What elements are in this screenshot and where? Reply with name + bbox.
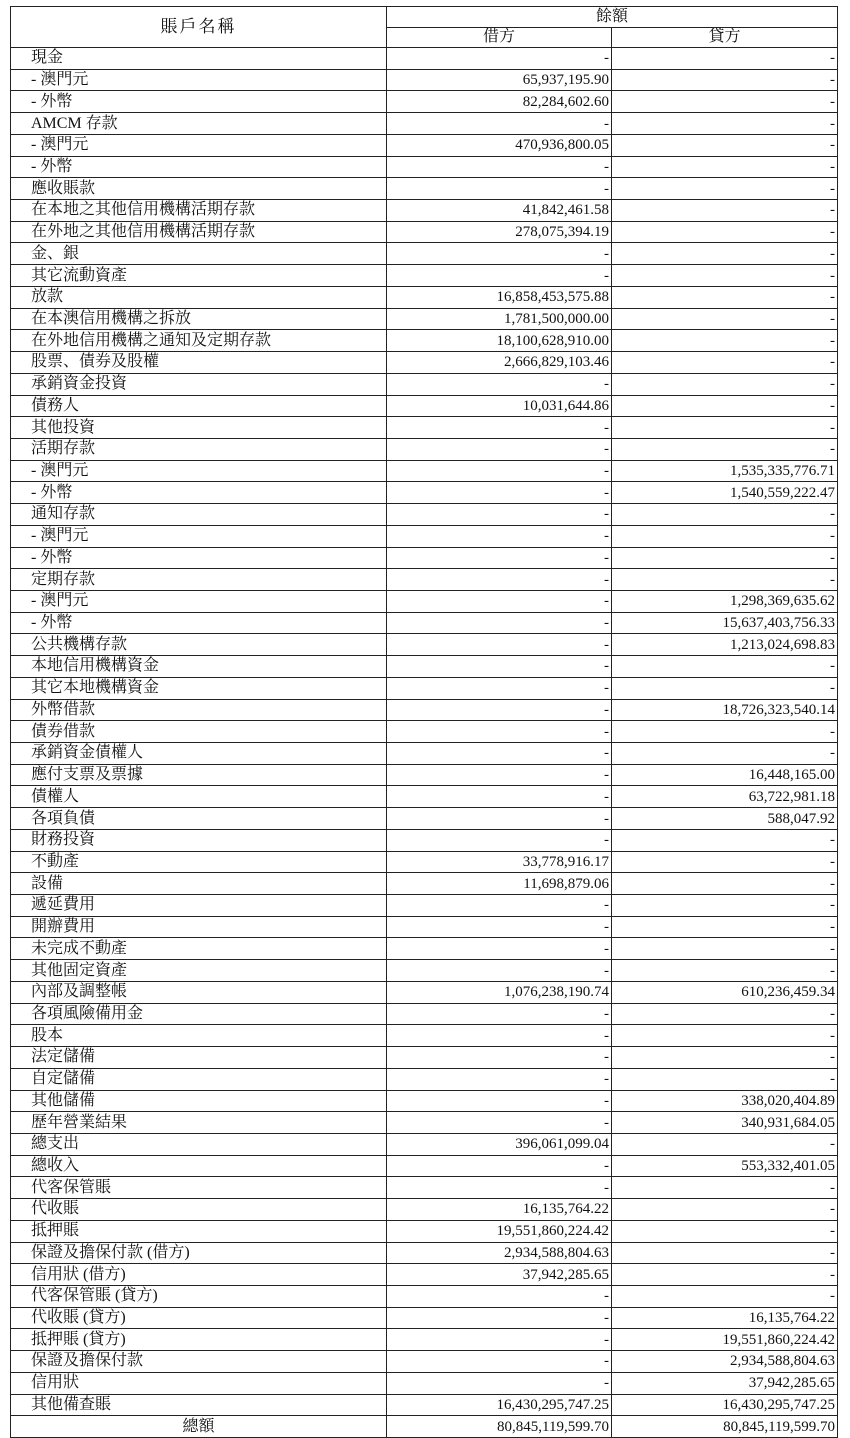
table-body	[11, 48, 838, 1416]
table-row	[11, 1285, 838, 1307]
credit-cell: 338,020,404.89	[612, 1090, 838, 1112]
total-label: 總額	[11, 1416, 387, 1438]
account-name-cell: 在外地之其他信用機構活期存款	[11, 221, 387, 243]
table-row	[11, 525, 838, 547]
table-row	[11, 873, 838, 895]
credit-cell: -	[612, 1285, 838, 1307]
table-row	[11, 938, 838, 960]
account-name-cell: 放款	[11, 286, 387, 308]
credit-cell: 19,551,860,224.42	[612, 1329, 838, 1351]
debit-cell: -	[387, 482, 612, 504]
debit-cell: -	[387, 829, 612, 851]
debit-cell: 470,936,800.05	[387, 134, 612, 156]
account-name-cell: 承銷資金債權人	[11, 743, 387, 765]
debit-cell: -	[387, 113, 612, 135]
credit-cell: -	[612, 1220, 838, 1242]
table-row	[11, 569, 838, 591]
debit-cell: -	[387, 1351, 612, 1373]
table-row	[11, 547, 838, 569]
account-name-cell: 財務投資	[11, 829, 387, 851]
table-row	[11, 1351, 838, 1373]
table-row	[11, 1177, 838, 1199]
account-name-cell: - 澳門元	[11, 134, 387, 156]
table-row	[11, 1112, 838, 1134]
credit-cell: -	[612, 113, 838, 135]
table-row	[11, 1242, 838, 1264]
table-row	[11, 851, 838, 873]
credit-cell: 340,931,684.05	[612, 1112, 838, 1134]
table-row	[11, 200, 838, 222]
debit-cell: -	[387, 547, 612, 569]
account-name-cell: 公共機構存款	[11, 634, 387, 656]
debit-cell: 10,031,644.86	[387, 395, 612, 417]
debit-cell: -	[387, 764, 612, 786]
credit-cell: -	[612, 1047, 838, 1069]
table-row	[11, 1329, 838, 1351]
table-row	[11, 960, 838, 982]
table-row	[11, 178, 838, 200]
account-name-cell: 本地信用機構資金	[11, 656, 387, 678]
account-name-cell: 內部及調整帳	[11, 981, 387, 1003]
table-row	[11, 395, 838, 417]
table-row	[11, 612, 838, 634]
credit-cell: -	[612, 504, 838, 526]
credit-cell: -	[612, 547, 838, 569]
debit-cell: 41,842,461.58	[387, 200, 612, 222]
table-row	[11, 808, 838, 830]
account-name-cell: 各項負債	[11, 808, 387, 830]
debit-cell: -	[387, 1155, 612, 1177]
credit-cell: 610,236,459.34	[612, 981, 838, 1003]
account-name-cell: 債券借款	[11, 721, 387, 743]
table-row	[11, 1003, 838, 1025]
debit-cell: -	[387, 417, 612, 439]
table-row	[11, 895, 838, 917]
credit-cell: -	[612, 1068, 838, 1090]
account-name-cell: - 外幣	[11, 156, 387, 178]
credit-cell: -	[612, 569, 838, 591]
debit-cell: 37,942,285.65	[387, 1264, 612, 1286]
table-row	[11, 764, 838, 786]
debit-cell: 2,934,588,804.63	[387, 1242, 612, 1264]
table-row	[11, 656, 838, 678]
debit-cell: -	[387, 634, 612, 656]
table-row	[11, 243, 838, 265]
table-row	[11, 286, 838, 308]
account-name-cell: 不動產	[11, 851, 387, 873]
credit-cell: -	[612, 308, 838, 330]
credit-cell: -	[612, 200, 838, 222]
table-row	[11, 113, 838, 135]
debit-cell: 33,778,916.17	[387, 851, 612, 873]
debit-cell: -	[387, 1025, 612, 1047]
account-name-cell: 歷年營業結果	[11, 1112, 387, 1134]
account-name-cell: 通知存款	[11, 504, 387, 526]
debit-cell: -	[387, 677, 612, 699]
debit-cell: -	[387, 1112, 612, 1134]
table-row	[11, 221, 838, 243]
account-name-cell: 外幣借款	[11, 699, 387, 721]
credit-cell: -	[612, 525, 838, 547]
debit-cell: -	[387, 1329, 612, 1351]
account-name-cell: 應收賬款	[11, 178, 387, 200]
credit-cell: -	[612, 1264, 838, 1286]
credit-cell: -	[612, 1242, 838, 1264]
credit-cell: -	[612, 1003, 838, 1025]
account-name-cell: 其他備查賬	[11, 1394, 387, 1416]
debit-cell: -	[387, 1372, 612, 1394]
table-row	[11, 460, 838, 482]
credit-cell: -	[612, 656, 838, 678]
table-row	[11, 438, 838, 460]
debit-cell: -	[387, 960, 612, 982]
debit-cell: 1,076,238,190.74	[387, 981, 612, 1003]
account-name-cell: - 澳門元	[11, 69, 387, 91]
debit-cell: 16,430,295,747.25	[387, 1394, 612, 1416]
credit-cell: -	[612, 48, 838, 70]
debit-cell: -	[387, 1090, 612, 1112]
account-name-cell: 總支出	[11, 1133, 387, 1155]
debit-cell: -	[387, 808, 612, 830]
account-name-cell: 保證及擔保付款 (借方)	[11, 1242, 387, 1264]
debit-cell: -	[387, 1003, 612, 1025]
account-name-cell: 現金	[11, 48, 387, 70]
account-name-cell: 其他投資	[11, 417, 387, 439]
table-row	[11, 634, 838, 656]
credit-cell: 588,047.92	[612, 808, 838, 830]
debit-cell: 19,551,860,224.42	[387, 1220, 612, 1242]
table-row	[11, 1199, 838, 1221]
table-row	[11, 829, 838, 851]
trial-balance-table	[10, 6, 838, 1438]
table-row	[11, 699, 838, 721]
account-name-cell: - 澳門元	[11, 525, 387, 547]
credit-cell: -	[612, 851, 838, 873]
balance-header: 餘額	[387, 7, 838, 28]
account-name-cell: 開辦費用	[11, 916, 387, 938]
debit-cell: -	[387, 460, 612, 482]
table-row	[11, 330, 838, 352]
table-row	[11, 91, 838, 113]
credit-cell: -	[612, 916, 838, 938]
table-row	[11, 1264, 838, 1286]
account-name-cell: 遞延費用	[11, 895, 387, 917]
account-name-cell: AMCM 存款	[11, 113, 387, 135]
account-name-cell: 信用狀 (借方)	[11, 1264, 387, 1286]
credit-cell: -	[612, 221, 838, 243]
table-row	[11, 373, 838, 395]
credit-cell: 16,135,764.22	[612, 1307, 838, 1329]
credit-cell: -	[612, 829, 838, 851]
debit-cell: 16,858,453,575.88	[387, 286, 612, 308]
credit-cell: 37,942,285.65	[612, 1372, 838, 1394]
account-name-cell: - 外幣	[11, 91, 387, 113]
table-row	[11, 308, 838, 330]
debit-cell: -	[387, 743, 612, 765]
debit-cell: -	[387, 938, 612, 960]
credit-cell: 18,726,323,540.14	[612, 699, 838, 721]
credit-cell: 16,448,165.00	[612, 764, 838, 786]
account-name-cell: 自定儲備	[11, 1068, 387, 1090]
debit-cell: -	[387, 265, 612, 287]
debit-cell: -	[387, 1285, 612, 1307]
account-name-cell: 債權人	[11, 786, 387, 808]
credit-cell: -	[612, 1025, 838, 1047]
account-name-cell: 承銷資金投資	[11, 373, 387, 395]
account-name-cell: 定期存款	[11, 569, 387, 591]
account-name-cell: 信用狀	[11, 1372, 387, 1394]
credit-cell: 2,934,588,804.63	[612, 1351, 838, 1373]
account-name-cell: - 澳門元	[11, 590, 387, 612]
account-name-cell: 在本地之其他信用機構活期存款	[11, 200, 387, 222]
credit-cell: -	[612, 721, 838, 743]
credit-cell: -	[612, 743, 838, 765]
account-name-cell: 抵押賬	[11, 1220, 387, 1242]
debit-cell: -	[387, 916, 612, 938]
table-row	[11, 1372, 838, 1394]
debit-cell: -	[387, 786, 612, 808]
credit-cell: 1,540,559,222.47	[612, 482, 838, 504]
account-name-cell: 代客保管賬 (貸方)	[11, 1285, 387, 1307]
credit-cell: -	[612, 265, 838, 287]
account-name-cell: 其它流動資產	[11, 265, 387, 287]
credit-cell: -	[612, 178, 838, 200]
debit-cell: -	[387, 1047, 612, 1069]
credit-cell: -	[612, 156, 838, 178]
account-name-cell: 抵押賬 (貸方)	[11, 1329, 387, 1351]
debit-cell: -	[387, 243, 612, 265]
table-row	[11, 1307, 838, 1329]
debit-cell: 11,698,879.06	[387, 873, 612, 895]
table-row	[11, 1155, 838, 1177]
account-name-cell: 法定儲備	[11, 1047, 387, 1069]
credit-cell: -	[612, 873, 838, 895]
debit-cell: -	[387, 590, 612, 612]
account-name-cell: 其他固定資產	[11, 960, 387, 982]
credit-cell: -	[612, 938, 838, 960]
account-name-cell: 股票、債券及股權	[11, 352, 387, 374]
table-row	[11, 721, 838, 743]
account-name-cell: 股本	[11, 1025, 387, 1047]
table-row	[11, 1047, 838, 1069]
debit-cell: -	[387, 721, 612, 743]
credit-cell: -	[612, 243, 838, 265]
debit-cell: -	[387, 48, 612, 70]
table-row	[11, 786, 838, 808]
account-name-cell: 其他儲備	[11, 1090, 387, 1112]
credit-cell: -	[612, 134, 838, 156]
credit-cell: -	[612, 960, 838, 982]
account-name-cell: 各項風險備用金	[11, 1003, 387, 1025]
account-name-cell: 債務人	[11, 395, 387, 417]
credit-cell: 553,332,401.05	[612, 1155, 838, 1177]
account-name-cell: 應付支票及票據	[11, 764, 387, 786]
debit-cell: -	[387, 1177, 612, 1199]
credit-cell: -	[612, 417, 838, 439]
trial-balance-sheet	[10, 6, 837, 1438]
table-row	[11, 48, 838, 70]
debit-cell: -	[387, 525, 612, 547]
account-name-cell: - 外幣	[11, 612, 387, 634]
total-debit: 80,845,119,599.70	[387, 1416, 612, 1438]
debit-cell: -	[387, 504, 612, 526]
credit-cell: 1,213,024,698.83	[612, 634, 838, 656]
table-row	[11, 134, 838, 156]
debit-cell: 1,781,500,000.00	[387, 308, 612, 330]
credit-cell: -	[612, 1199, 838, 1221]
account-name-cell: - 外幣	[11, 482, 387, 504]
debit-cell: -	[387, 656, 612, 678]
account-name-cell: - 澳門元	[11, 460, 387, 482]
total-credit: 80,845,119,599.70	[612, 1416, 838, 1438]
table-row	[11, 743, 838, 765]
credit-cell: 1,535,335,776.71	[612, 460, 838, 482]
credit-cell: 1,298,369,635.62	[612, 590, 838, 612]
debit-cell: 2,666,829,103.46	[387, 352, 612, 374]
table-row	[11, 482, 838, 504]
table-row	[11, 69, 838, 91]
table-row	[11, 352, 838, 374]
account-name-cell: 在外地信用機構之通知及定期存款	[11, 330, 387, 352]
credit-cell: -	[612, 438, 838, 460]
debit-header: 借方	[387, 27, 612, 48]
debit-cell: -	[387, 156, 612, 178]
account-name-cell: 活期存款	[11, 438, 387, 460]
table-row	[11, 981, 838, 1003]
credit-cell: 63,722,981.18	[612, 786, 838, 808]
credit-cell: 15,637,403,756.33	[612, 612, 838, 634]
account-name-cell: 金、銀	[11, 243, 387, 265]
table-row	[11, 417, 838, 439]
debit-cell: 18,100,628,910.00	[387, 330, 612, 352]
debit-cell: -	[387, 569, 612, 591]
account-name-cell: - 外幣	[11, 547, 387, 569]
credit-cell: -	[612, 373, 838, 395]
credit-header: 貸方	[612, 27, 838, 48]
total-row	[11, 1416, 838, 1438]
table-row	[11, 1394, 838, 1416]
debit-cell: 82,284,602.60	[387, 91, 612, 113]
debit-cell: -	[387, 438, 612, 460]
table-row	[11, 1133, 838, 1155]
debit-cell: -	[387, 612, 612, 634]
credit-cell: -	[612, 91, 838, 113]
debit-cell: 16,135,764.22	[387, 1199, 612, 1221]
debit-cell: -	[387, 1307, 612, 1329]
table-row	[11, 265, 838, 287]
credit-cell: -	[612, 286, 838, 308]
debit-cell: -	[387, 895, 612, 917]
table-row	[11, 590, 838, 612]
credit-cell: 16,430,295,747.25	[612, 1394, 838, 1416]
account-name-header: 賬戶名稱	[11, 7, 387, 48]
credit-cell: -	[612, 1133, 838, 1155]
credit-cell: -	[612, 69, 838, 91]
account-name-cell: 其它本地機構資金	[11, 677, 387, 699]
table-row	[11, 156, 838, 178]
debit-cell: -	[387, 699, 612, 721]
credit-cell: -	[612, 677, 838, 699]
account-name-cell: 在本澳信用機構之拆放	[11, 308, 387, 330]
table-row	[11, 1068, 838, 1090]
debit-cell: 278,075,394.19	[387, 221, 612, 243]
account-name-cell: 設備	[11, 873, 387, 895]
debit-cell: -	[387, 373, 612, 395]
table-row	[11, 916, 838, 938]
account-name-cell: 代收賬	[11, 1199, 387, 1221]
table-row	[11, 1025, 838, 1047]
account-name-cell: 總收入	[11, 1155, 387, 1177]
credit-cell: -	[612, 330, 838, 352]
credit-cell: -	[612, 352, 838, 374]
account-name-cell: 未完成不動產	[11, 938, 387, 960]
table-row	[11, 1220, 838, 1242]
account-name-cell: 代收賬 (貸方)	[11, 1307, 387, 1329]
table-header	[11, 7, 838, 48]
debit-cell: -	[387, 178, 612, 200]
debit-cell: -	[387, 1068, 612, 1090]
table-row	[11, 677, 838, 699]
table-row	[11, 504, 838, 526]
debit-cell: 65,937,195.90	[387, 69, 612, 91]
table-row	[11, 1090, 838, 1112]
credit-cell: -	[612, 1177, 838, 1199]
account-name-cell: 保證及擔保付款	[11, 1351, 387, 1373]
account-name-cell: 代客保管賬	[11, 1177, 387, 1199]
credit-cell: -	[612, 895, 838, 917]
debit-cell: 396,061,099.04	[387, 1133, 612, 1155]
credit-cell: -	[612, 395, 838, 417]
